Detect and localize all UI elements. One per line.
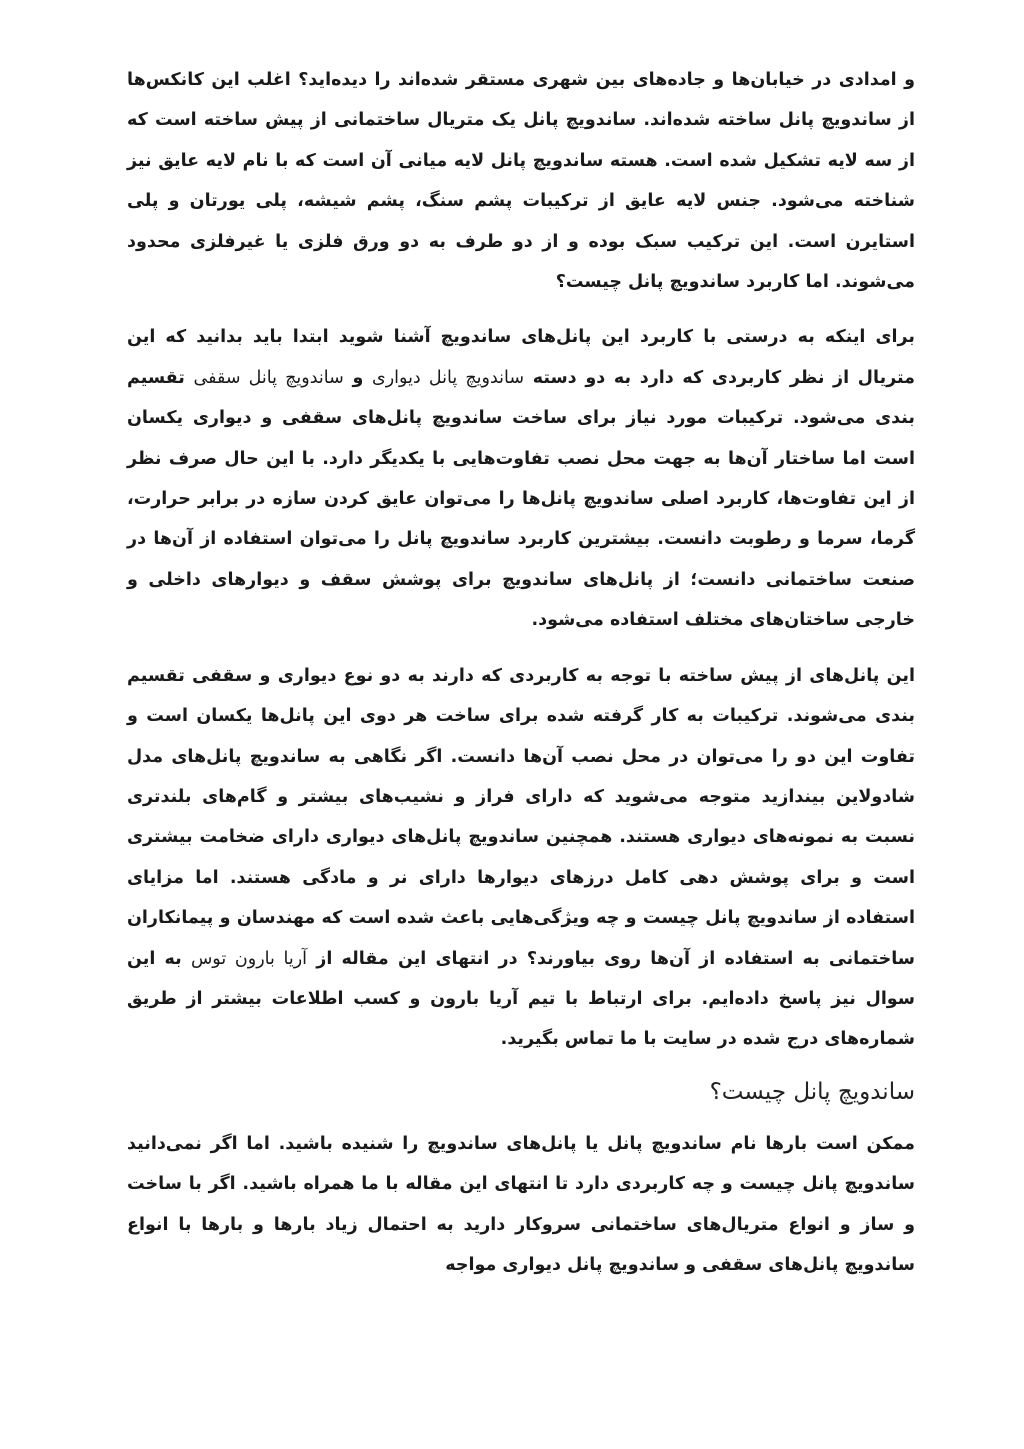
paragraph-text: و [343, 367, 373, 388]
paragraph-text: این پانل‌های از پیش ساخته با توجه به کاربردی که دارند به دو نوع دیواری و سقفی تقسیم بندی می‌شوند. ترکیبات به کار گرفته شده برای ساخت هر دوی این پانل‌ها یکسان است و تفاوت این دو را می‌توان در محل نصب آن‌ها دانست. اگر نگاهی به ساندویچ پانل‌های مدل شادولاین بیندازید متوجه می‌شوید که دارای فراز و نشیب‌های بیشتر و گام‌های بلندتری نسبت به نمونه‌های دیواری هستند. همچنین ساندویچ پانل‌های دیواری دارای ضخامت بیشتری است و برای پوشش دهی کامل درزهای دیوارها دارای نر و مادگی هستند. اما مزایای استفاده از ساندویچ پانل چیست و چه ویژگی‌هایی باعث شده است که مهندسان و پیمانکاران ساختمانی به استفاده از آن‌ها روی بیاورند؟ در انتهای این مقاله از [127, 665, 915, 969]
paragraph-intro: و امدادی در خیابان‌ها و جاده‌های بین شهری مستقر شده‌اند را دیده‌اید؟ اغلب این کانکس‌ها از ساندویچ پانل ساخته شده‌اند. ساندویچ پانل یک متریال ساختمانی از پیش ساخته است که از سه لایه تشکیل شده است. هسته ساندویچ پانل لایه میانی آن است که با نام لایه عایق نیز شناخته می‌شود. جنس لایه عایق از ترکیبات پشم سنگ، پشم شیشه، پلی یورتان و پلی استایرن است. این ترکیب سبک بوده و از دو طرف به دو ورق فلزی یا غیرفلزی محدود می‌شوند. اما کاربرد ساندویچ پانل چیست؟ [127, 70, 915, 293]
paragraph-text: تقسیم بندی می‌شود. ترکیبات مورد نیاز برای ساخت ساندویچ پانل‌های سقفی و دیواری یکسان است اما ساختار آن‌ها به جهت محل نصب تفاوت‌هایی با یکدیگر دارد. با این حال صرف نظر از این تفاوت‌ها، کاربرد اصلی ساندویچ پانل‌ها را می‌توان عایق کردن سازه در برابر حرارت، گرما، سرما و رطوبت دانست. بیشترین کاربرد ساندویچ پانل را می‌توان استفاده از آن‌ها در صنعت ساختمانی دانست؛ از پانل‌های ساندویچ برای پوشش سقف و دیوارهای داخلی و خارجی ساختان‌های مختلف استفاده می‌شود. [127, 367, 915, 631]
paragraph-text: برای اینکه به درستی با کاربرد این پانل‌های ساندویچ آشنا شوید ابتدا باید بدانید که این متریال از نظر کاربردی که دارد به دو دسته [127, 327, 916, 388]
paragraph-text: به این سوال نیز پاسخ داده‌ایم. برای ارتباط با تیم آریا بارون و کسب اطلاعات بیشتر از طریق شماره‌های درج شده در سایت با ما تماس بگیرید. [127, 948, 915, 1050]
article-body [127, 60, 915, 1285]
link-arya-baron-toos[interactable]: آریا بارون توس [190, 948, 308, 969]
section-heading: ساندویچ پانل چیست؟ [709, 1078, 915, 1105]
paragraph-types [127, 656, 915, 1060]
paragraph-what-is: ممکن است بارها نام ساندویچ پانل یا پانل‌های ساندویچ را شنیده باشید. اما اگر نمی‌دانید ساندویچ پانل چیست و چه کاربردی دارد تا انتهای این مقاله با ما همراه باشید. اگر با ساخت و ساز و انواع متریال‌های ساختمانی سروکار دارید به احتمال زیاد بارها و بارها با انواع ساندویچ پانل‌های سقفی و ساندویچ پانل دیواری مواجه [127, 1133, 915, 1275]
paragraph-applications [127, 317, 915, 640]
link-roof-sandwich-panel[interactable]: ساندویچ پانل سقفی [193, 367, 344, 388]
link-wall-sandwich-panel[interactable]: ساندویچ پانل دیواری [372, 367, 525, 388]
